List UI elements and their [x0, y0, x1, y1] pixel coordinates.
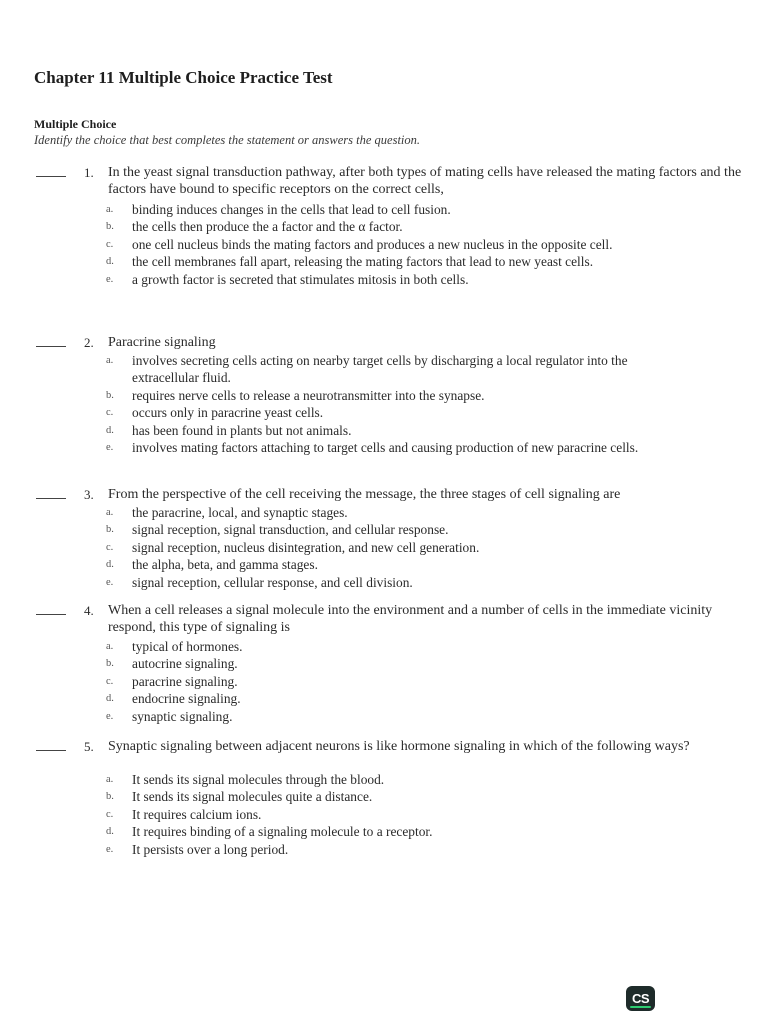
choice-list [108, 352, 668, 456]
choice-letter: d. [106, 559, 114, 571]
choice-text: signal reception, cellular response, and cell division. [132, 574, 413, 590]
choice-text: requires nerve cells to release a neurotransmitter into the synapse. [132, 387, 485, 403]
choice-letter: c. [106, 407, 114, 419]
choice-text: the cell membranes fall apart, releasing the mating factors that lead to new yeast cells. [132, 254, 594, 270]
choice-text: occurs only in paracrine yeast cells. [132, 405, 324, 421]
choice-e [108, 708, 668, 725]
answer-blank[interactable] [36, 498, 66, 499]
choice-e [108, 439, 663, 456]
choice-b [108, 788, 668, 805]
choice-c [108, 806, 668, 823]
question-stem: From the perspective of the cell receiving the message, the three stages of cell signaling are [108, 487, 621, 502]
logo-accent-bar [630, 1006, 651, 1008]
choice-c [108, 236, 643, 253]
choice-text: signal reception, nucleus disintegration, and new cell generation. [132, 539, 480, 555]
choice-text: typical of hormones. [132, 639, 243, 654]
choice-text: has been found in plants but not animals. [132, 422, 352, 438]
choice-a [108, 352, 638, 387]
choice-a [108, 638, 668, 655]
camscanner-logo-icon [626, 986, 655, 1011]
choice-b [108, 387, 668, 404]
answer-blank[interactable] [36, 750, 66, 751]
instructions: Identify the choice that best completes the statement or answers the question. [34, 133, 421, 147]
choice-text: paracrine signaling. [132, 673, 238, 689]
choice-text: signal reception, signal transduction, and cellular response. [132, 522, 449, 538]
choice-c [108, 673, 668, 690]
choice-letter: e. [106, 710, 114, 722]
choice-letter: a. [106, 204, 114, 215]
choice-text: binding induces changes in the cells that lead to cell fusion. [132, 202, 451, 217]
choice-text: It persists over a long period. [132, 841, 289, 857]
choice-a [108, 504, 668, 521]
choice-b [108, 218, 668, 235]
choice-text: endocrine signaling. [132, 691, 241, 707]
choice-letter: b. [106, 658, 114, 670]
choice-text: It sends its signal molecules quite a distance. [132, 789, 373, 805]
choice-a [108, 771, 668, 788]
choice-c [108, 539, 668, 556]
question-number: 2. [84, 335, 94, 350]
choice-b [108, 521, 668, 538]
choice-d [108, 253, 663, 270]
question-number: 5. [84, 739, 94, 754]
choice-text: involves secreting cells acting on nearby target cells by discharging a local regulator into the extracellular fluid. [132, 353, 628, 386]
choice-text: It sends its signal molecules through the blood. [132, 772, 385, 787]
choice-text: autocrine signaling. [132, 656, 238, 672]
choice-letter: e. [106, 442, 114, 454]
choice-letter: b. [106, 791, 114, 803]
choice-text: involves mating factors attaching to target cells and causing production of new paracrine cells. [132, 440, 639, 456]
question-stem: Synaptic signaling between adjacent neurons is like hormone signaling in which of the following ways? [108, 739, 690, 754]
choice-letter: e. [106, 273, 114, 285]
choice-letter: d. [106, 424, 114, 436]
choice-text: It requires calcium ions. [132, 806, 262, 822]
choice-letter: a. [106, 774, 114, 785]
choice-d [108, 690, 668, 707]
choice-text: one cell nucleus binds the mating factors and produces a new nucleus in the opposite cell. [132, 236, 613, 252]
choice-letter: c. [106, 675, 114, 687]
choice-a [108, 201, 668, 218]
choice-text: the paracrine, local, and synaptic stages. [132, 505, 348, 520]
choice-letter: c. [106, 541, 114, 553]
question-number: 3. [84, 487, 94, 502]
choice-e [108, 574, 668, 591]
choice-text: a growth factor is secreted that stimulates mitosis in both cells. [132, 271, 469, 287]
choice-letter: b. [106, 389, 114, 401]
question-stem: When a cell releases a signal molecule into the environment and a number of cells in the immediate vicinity respond, this type of signaling is [108, 603, 713, 635]
question-number: 4. [84, 603, 94, 618]
question-number: 1. [84, 165, 94, 180]
choice-letter: d. [106, 693, 114, 705]
answer-blank[interactable] [36, 176, 66, 177]
choice-d [108, 422, 668, 439]
choice-c [108, 404, 668, 421]
choice-letter: a. [106, 355, 114, 366]
choice-letter: c. [106, 808, 114, 820]
choice-text: It requires binding of a signaling molecule to a receptor. [132, 824, 433, 840]
choice-d [108, 823, 668, 840]
choice-e [108, 841, 668, 858]
choice-letter: a. [106, 641, 114, 652]
choice-letter: e. [106, 576, 114, 588]
answer-blank[interactable] [36, 346, 66, 347]
choice-text: synaptic signaling. [132, 708, 233, 724]
choice-letter: d. [106, 256, 114, 268]
logo-label: CS [631, 991, 650, 1006]
answer-blank[interactable] [36, 614, 66, 615]
choice-list [108, 201, 668, 288]
choice-text: the alpha, beta, and gamma stages. [132, 557, 318, 573]
choice-d [108, 556, 668, 573]
choice-letter: a. [106, 507, 114, 518]
choice-b [108, 655, 668, 672]
question-stem: Paracrine signaling [108, 335, 216, 350]
choice-letter: b. [106, 221, 114, 233]
choice-letter: c. [106, 238, 114, 250]
choice-letter: b. [106, 524, 114, 536]
choice-e [108, 271, 668, 288]
choice-list [108, 771, 668, 858]
question-stem: In the yeast signal transduction pathway, after both types of mating cells have released the mating factors and the factors have bound to specific receptors on the correct cells, [108, 165, 742, 197]
choice-text: the cells then produce the a factor and the α factor. [132, 219, 403, 235]
choice-letter: d. [106, 826, 114, 838]
choice-letter: e. [106, 843, 114, 855]
choice-list [108, 504, 668, 591]
page-title: Chapter 11 Multiple Choice Practice Test [34, 68, 333, 87]
choice-list [108, 638, 668, 725]
section-heading: Multiple Choice [34, 117, 117, 131]
